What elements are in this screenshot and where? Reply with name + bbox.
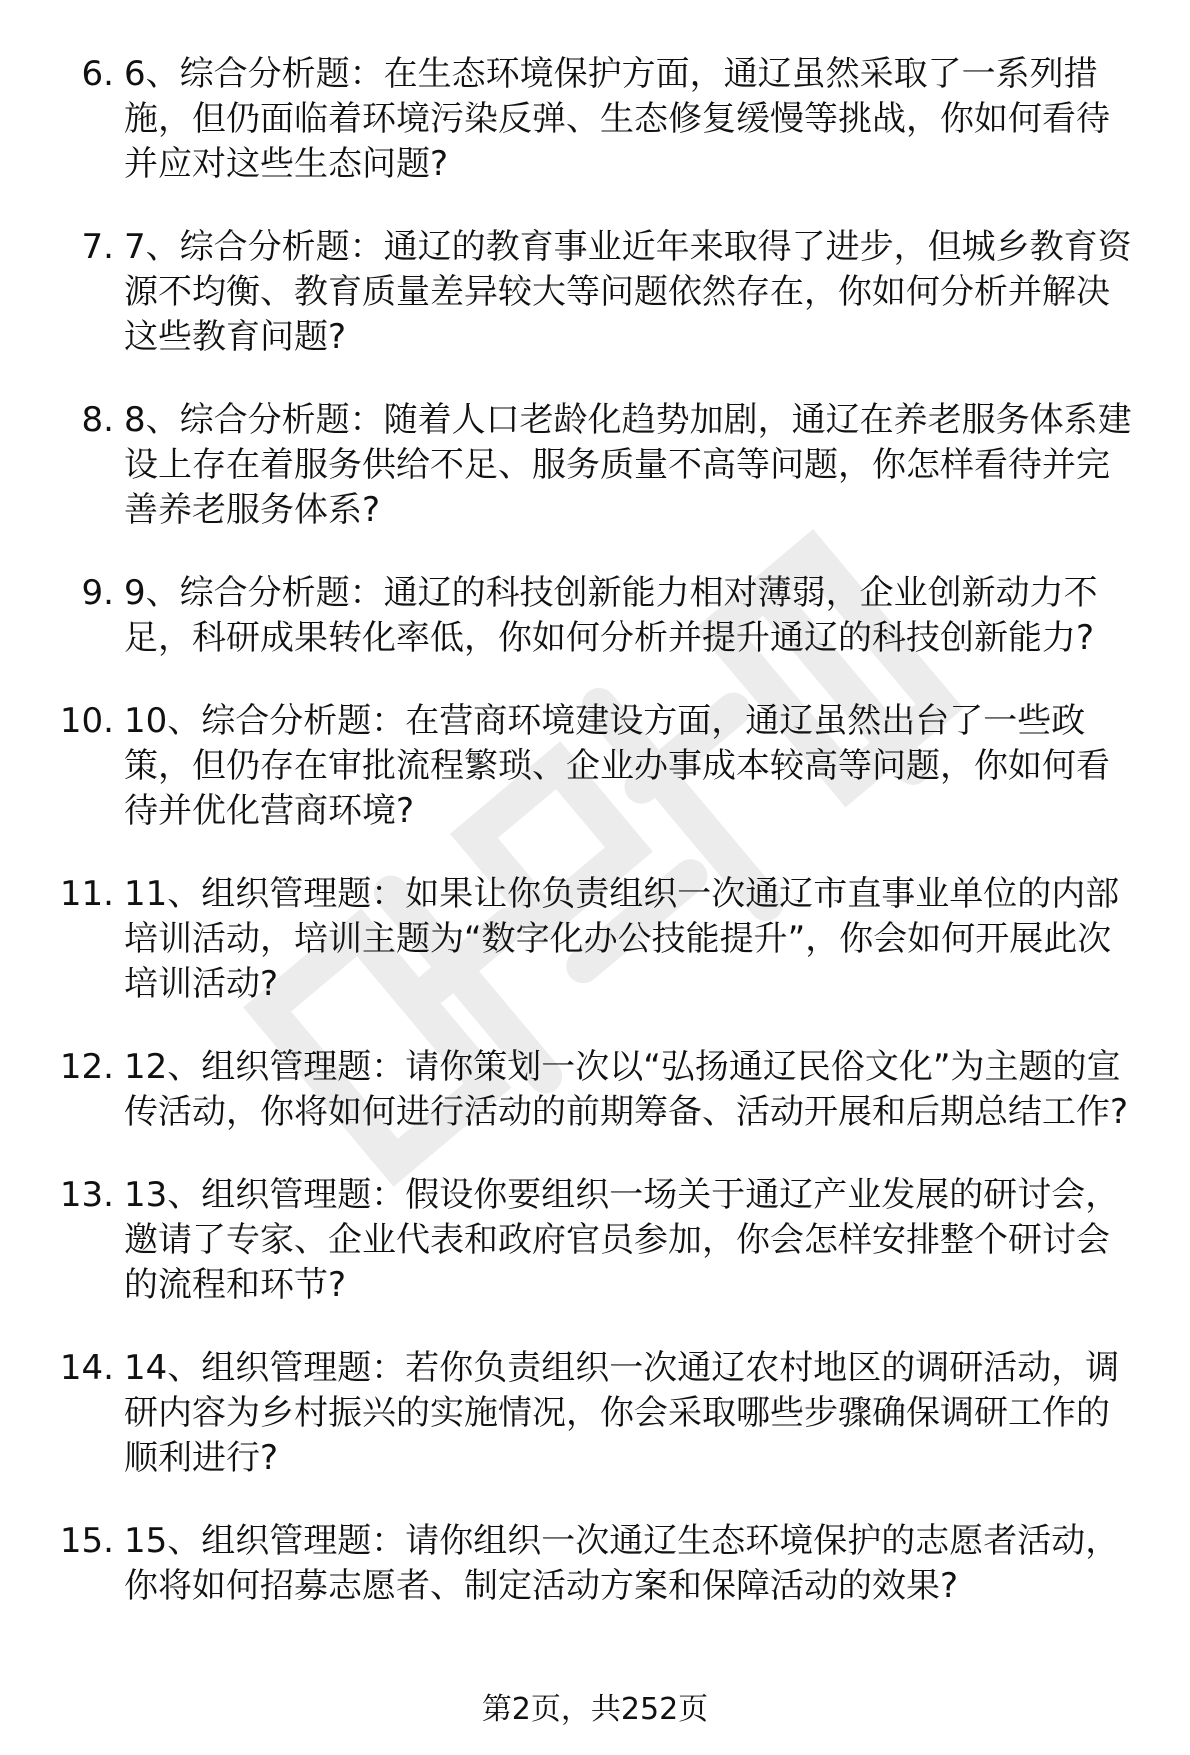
list-item-text: 14、组织管理题：若你负责组织一次通辽农村地区的调研活动，调研内容为乡村振兴的实施情况，你会采取哪些步骤确保调研工作的顺利进行? xyxy=(124,1348,1120,1478)
list-item xyxy=(0,1045,1190,1135)
list-item-text: 12、组织管理题：请你策划一次以“弘扬通辽民俗文化”为主题的宣传活动，你将如何进行活动的前期筹备、活动开展和后期总结工作? xyxy=(124,1047,1129,1132)
list-item-text: 8、综合分析题：随着人口老龄化趋势加剧，通辽在养老服务体系建设上存在着服务供给不足、服务质量不高等问题，你怎样看待并完善养老服务体系? xyxy=(124,400,1132,530)
page-footer: 第2页，共252页 xyxy=(481,1692,709,1727)
list-item-text: 15、组织管理题：请你组织一次通辽生态环境保护的志愿者活动，你将如何招募志愿者、制定活动方案和保障活动的效果? xyxy=(124,1521,1120,1606)
list-item-number: 10. xyxy=(59,701,114,741)
list-item-text: 9、综合分析题：通辽的科技创新能力相对薄弱，企业创新动力不足，科研成果转化率低，你如何分析并提升通辽的科技创新能力? xyxy=(124,573,1098,658)
list-item xyxy=(0,699,1190,834)
list-item-number: 12. xyxy=(59,1047,114,1087)
list-item xyxy=(0,872,1190,1007)
list-item xyxy=(0,1173,1190,1308)
list-item-text: 11、组织管理题：如果让你负责组织一次通辽市直事业单位的内部培训活动，培训主题为“数字化办公技能提升”，你会如何开展此次培训活动? xyxy=(124,874,1120,1004)
list-item-number: 9. xyxy=(81,573,114,613)
list-item-number: 14. xyxy=(59,1348,114,1388)
list-item-text: 6、综合分析题：在生态环境保护方面，通辽虽然采取了一系列措施，但仍面临着环境污染反弹、生态修复缓慢等挑战，你如何看待并应对这些生态问题? xyxy=(124,54,1110,184)
list-item-number: 7. xyxy=(81,227,114,267)
list-item-text: 10、综合分析题：在营商环境建设方面，通辽虽然出台了一些政策，但仍存在审批流程繁琐、企业办事成本较高等问题，你如何看待并优化营商环境? xyxy=(124,701,1110,831)
list-item-number: 11. xyxy=(59,874,114,914)
list-item xyxy=(0,225,1190,360)
list-item xyxy=(0,52,1190,187)
list-item xyxy=(0,1519,1190,1609)
list-item-number: 6. xyxy=(81,54,114,94)
list-item-number: 13. xyxy=(59,1175,114,1215)
list-item xyxy=(0,398,1190,533)
question-list xyxy=(0,52,1190,1647)
list-item-number: 15. xyxy=(59,1521,114,1561)
list-item xyxy=(0,1346,1190,1481)
list-item xyxy=(0,571,1190,661)
list-item-text: 13、组织管理题：假设你要组织一场关于通辽产业发展的研讨会，邀请了专家、企业代表和政府官员参加，你会怎样安排整个研讨会的流程和环节? xyxy=(124,1175,1120,1305)
list-item-number: 8. xyxy=(81,400,114,440)
list-item-text: 7、综合分析题：通辽的教育事业近年来取得了进步，但城乡教育资源不均衡、教育质量差异较大等问题依然存在，你如何分析并解决这些教育问题? xyxy=(124,227,1132,357)
